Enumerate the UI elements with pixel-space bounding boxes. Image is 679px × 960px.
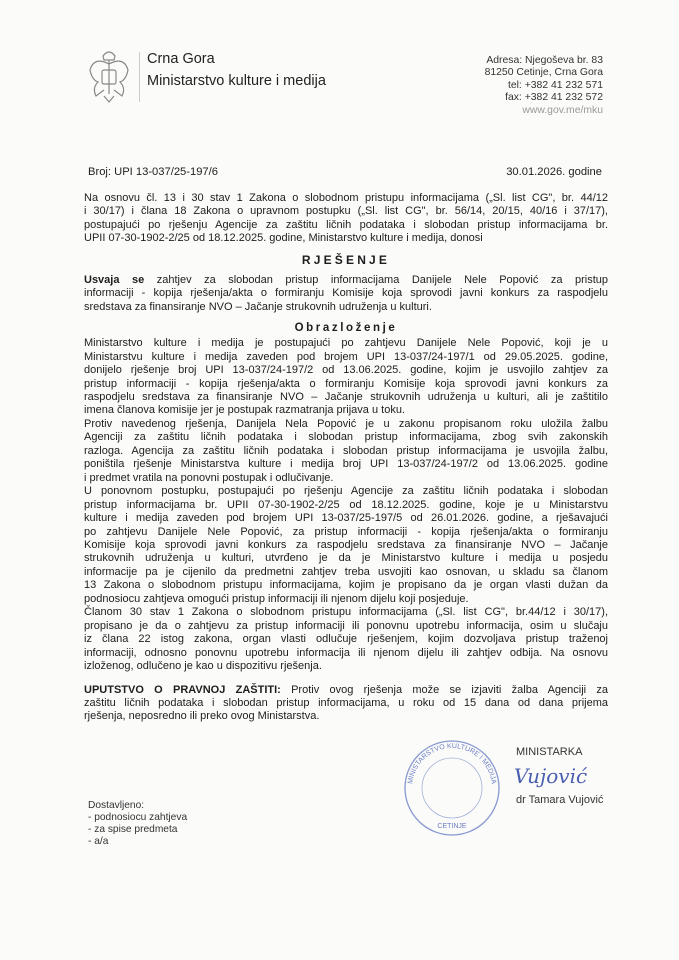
legal-remedy-lead: UPUTSTVO O PRAVNOJ ZAŠTITI: bbox=[84, 683, 281, 696]
distribution-item: - a/a bbox=[88, 835, 109, 847]
text-line: pristup informaciji - kopija rješenja/akta o formiranju Komisije koja sprovodi javni konkurs za bbox=[84, 377, 608, 390]
address-line: fax: +382 41 232 572 bbox=[505, 92, 603, 104]
address-line: tel: +382 41 232 571 bbox=[507, 79, 603, 91]
reasoning-section bbox=[84, 337, 608, 673]
country-name: Crna Gora bbox=[147, 51, 215, 67]
text-line: Ministarstvu kulture i medija zaveden pod brojem UPI 13-037/24-197/1 od 29.05.2025. godine, bbox=[84, 350, 608, 363]
reasoning-title: Obrazloženje bbox=[294, 322, 398, 335]
text-line: iz člana 22 istog zakona, organ vlasti odlučuje rješenjem, kojim dozvoljava pristup traženoj bbox=[84, 633, 608, 646]
reasoning-paragraph bbox=[84, 606, 608, 673]
text-line: raspodjelu sredstava za finansiranje NVO – Jačanje strukovnih udruženja u kulturi, ali je zaštitilo bbox=[84, 390, 608, 403]
text-line: Komisije koja sprovodi javni konkurs za raspodjelu sredstava za finansiranje NVO – Jačanje bbox=[84, 538, 608, 551]
text-line: strukovnih udruženja u kulturi, utvrđeno je da je Ministarstvo kulture i medija u posjedu bbox=[84, 552, 608, 565]
decision-lead: Usvaja se bbox=[84, 273, 145, 286]
ministry-name: Ministarstvo kulture i medija bbox=[147, 73, 326, 89]
text-line: rješenja, neposredno ili preko ovog Ministarstva. bbox=[84, 710, 320, 723]
text-line: U ponovnom postupku, postupajući po rješenju Agencije za zaštitu ličnih podataka i slobodan bbox=[84, 485, 608, 498]
text-line: Protiv ovog rješenja može se izjaviti žalba Agenciji za bbox=[280, 683, 608, 696]
document-body bbox=[84, 192, 608, 858]
text-line: propisano je da o zahtjevu za pristup informaciji ili ponovnu upotrebu informacija, osim u slučaju bbox=[84, 619, 608, 632]
text-line: zahtjev za slobodan pristup informacijama Danijele Nele Popović za pristup bbox=[144, 273, 608, 286]
text-line: zaštitu ličnih podataka i slobodan pristup informacijama, u roku od 15 dana od dana prijema bbox=[84, 696, 608, 709]
text-line: pristup informacijama br. UPII 07-30-1902-2/25 od 18.12.2025. godine, koje je u Ministarstvu bbox=[84, 498, 608, 511]
reference-number: Broj: UPI 13-037/25-197/6 bbox=[88, 166, 218, 178]
text-line: imena članova komisije jer je postupak razmatranja prijava u toku. bbox=[84, 404, 405, 417]
text-line: UPII 07-30-1902-2/25 od 18.12.2025. godine, Ministarstvo kulture i medija, donosi bbox=[84, 232, 483, 245]
website-link[interactable]: www.gov.me/mku bbox=[522, 104, 603, 116]
decision-title: RJEŠENJE bbox=[301, 252, 391, 267]
text-line: kulture i medija zaveden pod brojem UPI 13-037/25-197/5 od 26.01.2026. godine, a rješavajući bbox=[84, 512, 608, 525]
signatory-name: dr Tamara Vujović bbox=[516, 793, 604, 806]
reasoning-paragraph bbox=[84, 418, 608, 485]
stamp-city: CETINJE bbox=[437, 822, 467, 830]
text-line: i predmet vratila na ponovni postupak i odlučivanje. bbox=[84, 471, 334, 484]
reasoning-paragraph bbox=[84, 485, 608, 606]
signatory-title: MINISTARKA bbox=[516, 745, 583, 758]
text-line: izloženog, odlučeno je kao u dispozitivu rješenja. bbox=[84, 660, 322, 673]
text-line: informaciji - kopija rješenja/akta o formiranju Komisije koja sprovodi javni konkurs za raspodjelu bbox=[84, 287, 608, 300]
text-line: postupajući po rješenju Agencije za zaštitu ličnih podataka i slobodan pristup informacijama br. bbox=[84, 218, 608, 231]
text-line: Na osnovu čl. 13 i 30 stav 1 Zakona o slobodnom pristupu informacijama („Sl. list CG", br. 44/12 bbox=[84, 192, 608, 204]
signature-block bbox=[84, 738, 608, 858]
text-line: 13 Zakona o slobodnom pristupu informacijama, kojim je propisano da je organ vlasti dužan da bbox=[84, 579, 608, 592]
text-line: po zahtjevu Danijele Nele Popović, za pristup informaciji - kopija rješenja/akta o formiranju bbox=[84, 525, 608, 538]
text-line: razloga. Agencija za zaštitu ličnih podataka i slobodan pristup informacijama je usvojila žalbu, bbox=[84, 444, 608, 457]
distribution-list bbox=[88, 800, 187, 848]
text-line: Protiv navedenog rješenja, Danijela Nela Popović je u zakonu propisanom roku uložila žalbu bbox=[84, 417, 608, 430]
reasoning-paragraph bbox=[84, 337, 608, 418]
text-line: Ministarstvo kulture i medija je postupajući po zahtjevu Danijele Nele Popović, koji je u bbox=[84, 337, 608, 350]
official-stamp bbox=[402, 738, 502, 838]
header-divider bbox=[139, 52, 140, 102]
distribution-item: - podnosiocu zahtjeva bbox=[88, 811, 188, 823]
text-line: informacije pa je cijenilo da predmetni zahtjev treba usvojiti kao osnovan, u skladu sa članom bbox=[84, 565, 608, 578]
text-line: poništila rješenje Ministarstva kulture i medija broj UPI 13-037/24-197/2 od 13.06.2025. godine bbox=[84, 458, 608, 471]
legal-remedy-paragraph bbox=[84, 684, 608, 724]
document-date: 30.01.2026. godine bbox=[506, 166, 602, 178]
address-line: Adresa: Njegoševa br. 83 bbox=[486, 55, 603, 66]
address-block bbox=[485, 55, 603, 117]
text-line: podnosiocu zahtjeva omogući pristup informaciji ili njenom dijelu koji posjeduje. bbox=[84, 592, 469, 605]
handwritten-signature: Vujović bbox=[514, 763, 588, 788]
text-line: sredstava za finansiranje NVO – Jačanje strukovnih udruženja u kulturi. bbox=[84, 300, 432, 313]
distribution-label: Dostavljeno: bbox=[88, 799, 145, 811]
text-line: Članom 30 stav 1 Zakona o slobodnom pristupu informacijama („Sl. list CG", br.44/12 i 30/17), bbox=[84, 606, 608, 619]
decision-paragraph bbox=[84, 274, 608, 314]
intro-paragraph bbox=[84, 192, 608, 246]
text-line: donijelo rješenje broj UPI 13-037/24-197/2 od 13.06.2025. godine, kojim je usvojilo zahtjev za bbox=[84, 364, 608, 377]
svg-text:MINISTARSTVO KULTURE I MEDIJA bbox=[407, 743, 497, 785]
text-line: Agenciji za zaštitu ličnih podataka i slobodan pristup informacijama, zbog svih zakonskih bbox=[84, 431, 608, 444]
distribution-item: - za spise predmeta bbox=[88, 823, 178, 835]
text-line: i 30/17) i člana 18 Zakona o upravnom postupku („Sl. list CG", br. 56/14, 20/15, 40/16 i 37/17), bbox=[84, 205, 608, 218]
text-line: informaciji, odnosno ponovnu upotrebu informacija ili njenom dijelu ili zahtjev odbija. Na osnovu bbox=[84, 646, 608, 659]
stamp-text: MINISTARSTVO KULTURE I MEDIJA bbox=[407, 742, 497, 785]
coat-of-arms-logo bbox=[86, 46, 132, 104]
address-line: 81250 Cetinje, Crna Gora bbox=[484, 67, 603, 79]
